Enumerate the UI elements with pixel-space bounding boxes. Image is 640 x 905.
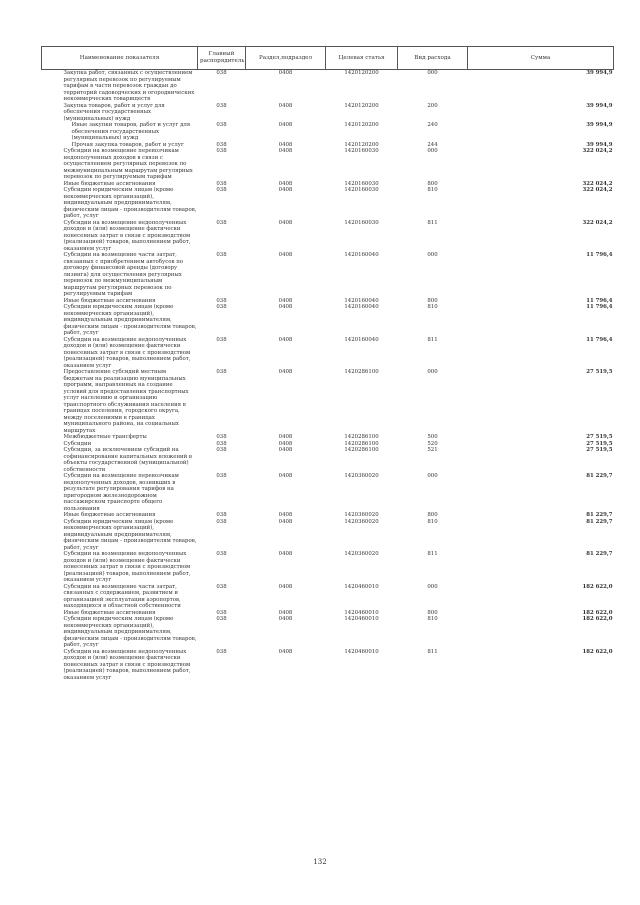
row-name: Иные закупки товаров, работ и услуг для обеспечения государственных (муниципальных) нужд xyxy=(71,122,191,141)
row-expense-type: 800 xyxy=(427,180,438,187)
row-name: Субсидии xyxy=(63,440,92,447)
row-name: Иные бюджетные ассигнования xyxy=(63,297,156,304)
row-name: Прочая закупка товаров, работ и услуг xyxy=(71,141,184,148)
row-sum: 182 622,0 xyxy=(582,609,613,616)
row-grbs: 038 xyxy=(216,512,227,518)
row-grbs: 038 xyxy=(216,180,227,187)
row-sum: 27 519,5 xyxy=(586,440,613,447)
row-grbs: 038 xyxy=(216,297,227,304)
row-name: Иные бюджетные ассигнования xyxy=(63,180,156,187)
row-target-article: 1420120200 xyxy=(344,102,379,109)
row-name: Субсидии на возмещение недополученных доходов и (или) возмещение фактически понесенных затрат в связи с производством (реализацией) товаров, выполнением работ, оказанием услуг xyxy=(63,551,191,583)
row-grbs: 038 xyxy=(216,583,227,590)
row-name: Предоставление субсидий местным бюджетам на реализацию муниципальных программ, направленных на создание условий для предоставления транспортных услуг населению и организацию транспортного обслуживания населения в границах поселения, городского округа, между поселениями в границах муниципального района, на социальных маршрутах xyxy=(63,369,189,434)
row-section: 0408 xyxy=(278,297,293,304)
row-name: Субсидии на возмещение недополученных доходов и (или) возмещение фактически понесенных затрат в связи с производством (реализацией) товаров, выполнением работ, оказанием услуг xyxy=(63,219,191,252)
row-section: 0408 xyxy=(278,440,293,447)
row-section: 0408 xyxy=(278,609,293,616)
table-row xyxy=(42,447,614,473)
row-name: Субсидии на возмещение недополученных доходов и (или) возмещение фактически понесенных затрат в связи с производством (реализацией) товаров, выполнением работ, оказанием услуг xyxy=(63,648,191,681)
row-target-article: 1420360020 xyxy=(344,512,379,518)
row-expense-type: 521 xyxy=(427,447,438,453)
row-grbs: 038 xyxy=(216,122,227,128)
table-row xyxy=(42,304,614,337)
row-target-article: 1420160030 xyxy=(344,187,379,193)
row-name: Субсидии, за исключением субсидий на софинансирование капитальных вложений в объекты государственной (муниципальной) собственности xyxy=(63,447,192,473)
row-name: Субсидии юридическим лицам (кроме некоммерческих организаций), индивидуальным предпринимателям, физическим лицам - производителям товаров, работ, услуг xyxy=(63,304,197,336)
row-expense-type: 810 xyxy=(427,304,438,310)
row-expense-type: 240 xyxy=(427,122,438,128)
row-target-article: 1420120200 xyxy=(344,141,379,148)
row-section: 0408 xyxy=(278,70,293,76)
row-section: 0408 xyxy=(278,473,293,479)
row-target-article: 1420160030 xyxy=(344,148,379,154)
row-expense-type: 811 xyxy=(427,336,438,343)
row-expense-type: 244 xyxy=(427,141,438,148)
header-expense-type: Вид расхода xyxy=(398,47,468,70)
page-number: 132 xyxy=(313,858,327,866)
row-expense-type: 811 xyxy=(427,219,438,226)
row-sum: 39 994,9 xyxy=(586,70,613,76)
row-name: Иные бюджетные ассигнования xyxy=(63,512,156,518)
table-row xyxy=(42,584,614,610)
row-grbs: 038 xyxy=(216,252,227,258)
row-grbs: 038 xyxy=(216,616,227,622)
row-name: Субсидии юридическим лицам (кроме некоммерческих организаций), индивидуальным предпринимателям, физическим лицам - производителям товаров, работ, услуг xyxy=(63,518,197,551)
row-sum: 81 229,7 xyxy=(586,518,613,525)
row-section: 0408 xyxy=(278,187,293,193)
row-section: 0408 xyxy=(278,583,293,590)
row-target-article: 1420160030 xyxy=(344,180,379,187)
row-expense-type: 000 xyxy=(427,473,438,479)
row-target-article: 1420120200 xyxy=(344,122,379,128)
row-grbs: 038 xyxy=(216,447,227,453)
row-section: 0408 xyxy=(278,518,293,525)
row-expense-type: 000 xyxy=(427,252,438,258)
row-section: 0408 xyxy=(278,219,293,226)
row-target-article: 1420286100 xyxy=(344,369,379,375)
row-target-article: 1420160040 xyxy=(344,304,379,310)
row-sum: 27 519,5 xyxy=(586,369,613,375)
table-row xyxy=(42,187,614,220)
row-sum: 27 519,5 xyxy=(586,434,613,440)
table-row xyxy=(42,473,614,512)
header-section: Раздел,подраздел xyxy=(246,47,326,70)
row-expense-type: 000 xyxy=(427,148,438,154)
row-section: 0408 xyxy=(278,512,293,518)
table-row xyxy=(42,616,614,649)
row-target-article: 1420160040 xyxy=(344,297,379,304)
row-target-article: 1420286100 xyxy=(344,440,379,447)
row-sum: 39 994,9 xyxy=(586,102,613,109)
row-expense-type: 810 xyxy=(427,187,438,193)
row-section: 0408 xyxy=(278,648,293,655)
row-name: Субсидии на возмещение перевозчикам недополученных доходов в связи с осуществлением регулярных перевозок по межмуниципальным маршрутам регулярных перевозок по регулируемым тарифам xyxy=(63,148,193,180)
row-section: 0408 xyxy=(278,180,293,187)
row-sum: 39 994,9 xyxy=(586,141,613,148)
budget-table xyxy=(41,46,614,681)
table-row xyxy=(42,337,614,370)
table-row xyxy=(42,70,614,103)
table-row xyxy=(42,252,614,298)
row-expense-type: 500 xyxy=(427,434,438,440)
row-expense-type: 810 xyxy=(427,616,438,622)
row-target-article: 1420460010 xyxy=(344,609,379,616)
table-header-row xyxy=(42,47,614,70)
table-row xyxy=(42,220,614,253)
table-row xyxy=(42,148,614,181)
row-name: Иные бюджетные ассигнования xyxy=(63,609,156,616)
row-expense-type: 200 xyxy=(427,102,438,109)
row-target-article: 1420120200 xyxy=(344,70,379,76)
row-target-article: 1420160030 xyxy=(344,219,379,226)
row-target-article: 1420360020 xyxy=(344,518,379,525)
row-section: 0408 xyxy=(278,148,293,154)
row-grbs: 038 xyxy=(216,187,227,193)
row-name: Субсидии на возмещение недополученных доходов и (или) возмещение фактически понесенных затрат в связи с производством (реализацией) товаров, выполнением работ, оказанием услуг xyxy=(63,336,191,369)
row-sum: 81 229,7 xyxy=(586,512,613,518)
row-sum: 11 796,4 xyxy=(586,297,613,304)
row-sum: 182 622,0 xyxy=(582,583,613,590)
row-name: Закупка работ, связанных с осуществлением регулярных перевозок по регулируемым тарифам в части перевозок граждан до территорий садоводческих и огороднических некоммерческих товариществ xyxy=(63,70,195,102)
row-sum: 11 796,4 xyxy=(586,252,613,258)
row-name: Субсидии на возмещение части затрат, связанных с содержанием, развитием и организацией эксплуатации аэропортов, находящихся в областной собственности xyxy=(63,583,181,609)
row-section: 0408 xyxy=(278,336,293,343)
row-grbs: 038 xyxy=(216,440,227,447)
row-expense-type: 811 xyxy=(427,648,438,655)
row-expense-type: 800 xyxy=(427,609,438,616)
row-sum: 81 229,7 xyxy=(586,551,613,557)
row-sum: 322 024,2 xyxy=(582,148,613,154)
table-body xyxy=(42,70,614,682)
header-target-article: Целевая статья xyxy=(326,47,398,70)
row-grbs: 038 xyxy=(216,336,227,343)
row-grbs: 038 xyxy=(216,304,227,310)
row-grbs: 038 xyxy=(216,102,227,109)
row-name: Субсидии на возмещение перевозчикам недополученных доходов, возникших в результате регулирования тарифов на пригородном железнодорожном пассажирском транспорте общего пользования xyxy=(63,473,179,512)
row-target-article: 1420286100 xyxy=(344,447,379,453)
row-grbs: 038 xyxy=(216,473,227,479)
row-section: 0408 xyxy=(278,551,293,557)
row-target-article: 1420360020 xyxy=(344,473,379,479)
table-row xyxy=(42,649,614,682)
row-grbs: 038 xyxy=(216,219,227,226)
table-row xyxy=(42,122,614,142)
row-sum: 27 519,5 xyxy=(586,447,613,453)
row-grbs: 038 xyxy=(216,369,227,375)
header-grbs: Главный распорядитель xyxy=(198,47,246,70)
row-section: 0408 xyxy=(278,122,293,128)
row-expense-type: 800 xyxy=(427,512,438,518)
row-name: Субсидии юридическим лицам (кроме некоммерческих организаций), индивидуальным предпринимателям, физическим лицам - производителям товаров, работ, услуг xyxy=(63,616,197,648)
row-section: 0408 xyxy=(278,447,293,453)
row-section: 0408 xyxy=(278,616,293,622)
row-sum: 322 024,2 xyxy=(582,219,613,226)
row-name: Субсидии на возмещение части затрат, связанных с приобретением автобусов по договору финансовой аренды (договору лизинга) для осуществления регулярных перевозок по межмуниципальным маршрутам регулярных перевозок по регулируемым тарифам xyxy=(63,252,184,297)
row-grbs: 038 xyxy=(216,141,227,148)
table-row xyxy=(42,369,614,434)
row-target-article: 1420286100 xyxy=(344,434,379,440)
header-sum: Сумма xyxy=(468,47,614,70)
row-name: Субсидии юридическим лицам (кроме некоммерческих организаций), индивидуальным предпринимателям, физическим лицам - производителям товаров, работ, услуг xyxy=(63,187,197,219)
row-expense-type: 811 xyxy=(427,551,438,557)
row-grbs: 038 xyxy=(216,518,227,525)
row-grbs: 038 xyxy=(216,70,227,76)
row-expense-type: 000 xyxy=(427,583,438,590)
row-grbs: 038 xyxy=(216,148,227,154)
row-expense-type: 000 xyxy=(427,369,438,375)
row-target-article: 1420160040 xyxy=(344,336,379,343)
row-expense-type: 520 xyxy=(427,440,438,447)
row-grbs: 038 xyxy=(216,609,227,616)
row-section: 0408 xyxy=(278,434,293,440)
row-sum: 39 994,9 xyxy=(586,122,613,128)
row-target-article: 1420460010 xyxy=(344,616,379,622)
row-sum: 182 622,0 xyxy=(582,616,613,622)
row-target-article: 1420160040 xyxy=(344,252,379,258)
row-grbs: 038 xyxy=(216,434,227,440)
row-expense-type: 810 xyxy=(427,518,438,525)
row-sum: 11 796,4 xyxy=(586,336,613,343)
table-row xyxy=(42,551,614,584)
row-section: 0408 xyxy=(278,304,293,310)
row-name: Закупка товаров, работ и услуг для обеспечения государственных (муниципальных) нужд xyxy=(63,102,165,122)
row-grbs: 038 xyxy=(216,648,227,655)
row-sum: 182 622,0 xyxy=(582,648,613,655)
row-section: 0408 xyxy=(278,141,293,148)
row-grbs: 038 xyxy=(216,551,227,557)
row-expense-type: 000 xyxy=(427,70,438,76)
row-sum: 322 024,2 xyxy=(582,187,613,193)
table-row xyxy=(42,103,614,123)
row-name: Межбюджетные трансферты xyxy=(63,434,147,440)
row-section: 0408 xyxy=(278,369,293,375)
row-target-article: 1420460010 xyxy=(344,583,379,590)
row-section: 0408 xyxy=(278,102,293,109)
table-row xyxy=(42,519,614,552)
row-sum: 81 229,7 xyxy=(586,473,613,479)
row-target-article: 1420460010 xyxy=(344,648,379,655)
row-sum: 11 796,4 xyxy=(586,304,613,310)
row-section: 0408 xyxy=(278,252,293,258)
row-expense-type: 800 xyxy=(427,297,438,304)
row-target-article: 1420360020 xyxy=(344,551,379,557)
document-page xyxy=(41,46,613,681)
header-name: Наименование показателя xyxy=(42,47,198,70)
row-sum: 322 024,2 xyxy=(582,180,613,187)
